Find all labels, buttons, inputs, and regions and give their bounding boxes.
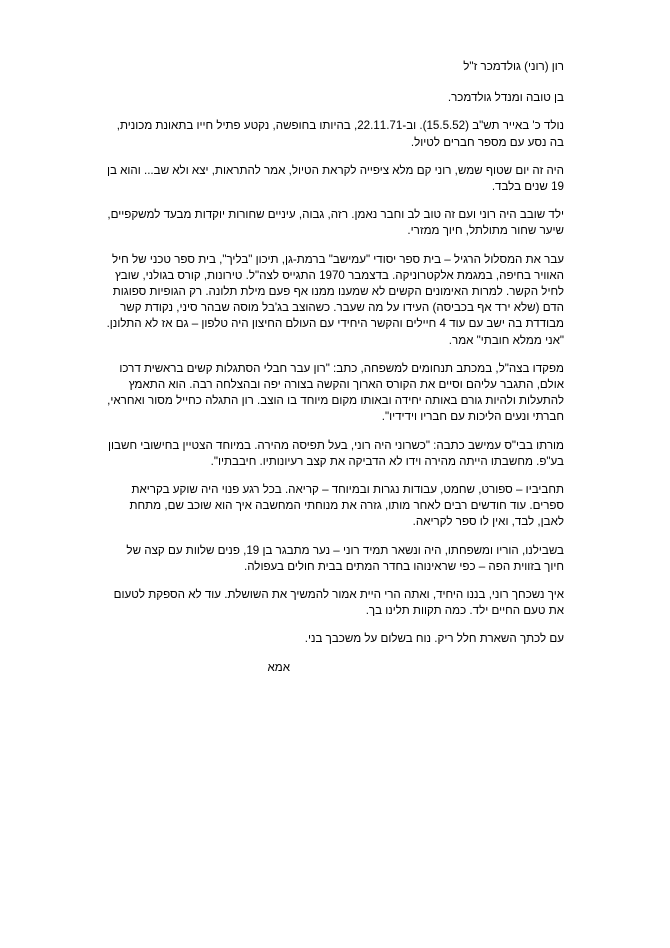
memorial-document (106, 59, 564, 676)
signature: אמא (267, 660, 290, 674)
paragraph-only-son: איך נשכחך רוני, בננו היחיד, ואתה הרי היית אמור להמשיך את השושלת. עוד לא הספקת לטעום את טעם החיים ילד. כמה תקוות תלינו בך. (113, 588, 564, 618)
paragraph-education-service: עבר את המסלול הרגיל – בית ספר יסודי "עמישב" ברמת-גן, תיכון "בליך", בית ספר טכני של חיל האוויר בחיפה, במגמת אלקטרוניקה. בדצמבר 1970 התגייס לצה"ל. טירונות, קורס בגולני, שובץ לחיל הקשר. למרות האימונים הקשים לא שמענו ממנו אף פעם מילת תלונה. רק הגופיות ספוגות הדם (שלא ירד אף בכביסה) העידו על מה שעבר. כשהוצב בג'בל מוסה שבהר סיני, נקודת קשר מבודדת בה ישב עם עוד 4 חיילים והקשר היחידי עם העולם החיצון היה טלפון – גם אז לא התלונן. "אני ממלא חובתי" אמר. (106, 252, 564, 347)
paragraph-birth-death: נולד כ' באייר תש"ב (15.5.52). וב-22.11.71, בהיותו בחופשה, נקטע פתיל חייו בתאונת מכונית, בה נסע עם מספר חברים לטיול. (116, 119, 564, 149)
paragraph-last-day: היה זה יום שטוף שמש, רוני קם מלא ציפייה לקראת הטיול, אמר להתראות, יצא ולא שב... והוא בן 19 שנים בלבד. (106, 163, 564, 194)
paragraph-family-memory: בשבילנו, הוריו ומשפחתו, היה ונשאר תמיד רוני – נער מתבגר בן 19, פנים שלוות עם קצה של חיוך בזווית הפה – כפי שראינוהו בחדר המתים בבית חולים בעפולה. (126, 543, 564, 573)
document-title: רון (רוני) גולדמכר ז"ל (463, 60, 564, 73)
paragraph-parents: בן טובה ומנדל גולדמכר. (447, 91, 564, 105)
paragraph-character: ילד שובב היה רוני ועם זה טוב לב וחבר נאמן. רזה, גבוה, עיניים שחורות יוקדות מבעד למשקפיים, שיער שחור מתולתל, חיוך ממזרי. (107, 208, 564, 238)
paragraph-teacher-letter: מורתו בבי"ס עמישב כתבה: "כשרוני היה רוני, בעל תפיסה מהירה. במיוחד הצטיין בחישובי חשבון בע"פ. מחשבתו הייתה מהירה וידו לא הדביקה את קצב רעיונותיו. חיבבתיו". (108, 438, 564, 468)
paragraph-hobbies: תחביביו – ספורט, שחמט, עבודות נגרות ובמיוחד – קריאה. בכל רגע פנוי היה שוקע בקריאת ספרים. עוד חודשים רבים לאחר מותו, גזרה את מנוחתי המחשבה איך הוא שוכב שם, מתחת לאבן, לבד, ואין לו ספר לקריאה. (129, 483, 564, 529)
paragraph-farewell: עם לכתך השארת חלל ריק. נוח בשלום על משכבך בני. (304, 632, 564, 646)
paragraph-commander-letter: מפקדו בצה"ל, במכתב תנחומים למשפחה, כתב: "רון עבר חבלי הסתגלות קשים בראשית דרכו אולם, התגבר עליהם וסיים את הקורס הארוך והקשה בצורה יפה ובהצלחה רבה. הוא התאמץ להתעלות ולהיות גורם באותה יחידה ובאותו מקום מיוחד בו הוצב. רון התגלה כחייל מסור ואחראי, חברתי ונעים הליכות עם חבריו וידידיו". (107, 361, 564, 424)
